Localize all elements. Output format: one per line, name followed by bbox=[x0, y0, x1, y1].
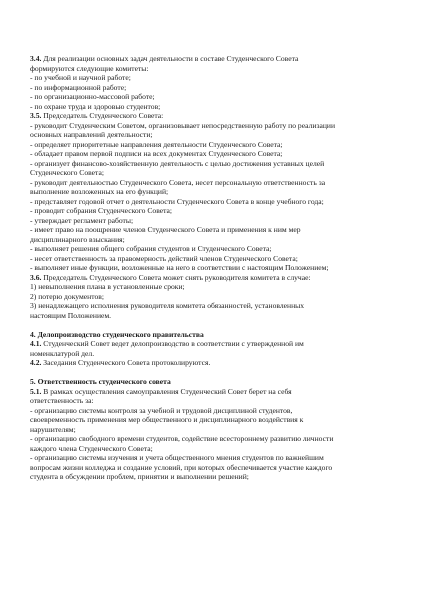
chair-duty-line: - утверждает регламент работы; bbox=[30, 215, 134, 225]
responsibility-line: нарушителям; bbox=[30, 424, 76, 434]
paragraph-number: 4.1. bbox=[30, 339, 42, 348]
section-spacer bbox=[30, 320, 398, 330]
committee-item: - по организационно-массовой работе; bbox=[30, 92, 155, 101]
responsibility-line: - организацию свободного времени студентов, содействие всестороннему развитию личности bbox=[30, 434, 334, 443]
responsibility-line: студента в обсуждении проблем, принятии и выполнении решений; bbox=[30, 472, 249, 481]
paragraph-text: Заседания Студенческого Совета протоколируются. bbox=[43, 358, 211, 367]
chair-duty-line: - имеет право на поощрение членов Студенческого Совета и применения к ним мер bbox=[30, 225, 301, 234]
responsibility-line: ответственность за: bbox=[30, 396, 94, 405]
chair-duty-line: - выполняет иные функции, возложенные на него в соответствии с настоящим Положением; bbox=[30, 263, 329, 272]
paragraph-text: Студенческий Совет ведет делопроизводство в соответствии с утвержденной им bbox=[43, 339, 304, 348]
paragraph-4-2 bbox=[30, 358, 398, 368]
dismissal-reason: настоящим Положением. bbox=[30, 310, 112, 320]
paragraph-number: 3.5. bbox=[30, 111, 42, 120]
paragraph-4-1-line-1 bbox=[30, 339, 398, 349]
paragraph-number: 4.2. bbox=[30, 358, 42, 367]
responsibility-line: вопросам жизни колледжа и создание условий, при которых обеспечивается участие каждого bbox=[30, 462, 333, 472]
chair-duty-line: - выполняет решения общего собрания студентов и Студенческого Совета; bbox=[30, 244, 272, 253]
paragraph-3-4-line-1 bbox=[30, 54, 398, 64]
chair-duty-line: - несет ответственность за правомерность действий членов Студенческого Совета; bbox=[30, 253, 298, 263]
chair-duty-line: - организует финансово-хозяйственную деятельность с целью достижения уставных целей bbox=[30, 158, 325, 168]
document-body bbox=[30, 54, 398, 482]
responsibility-line: - организацию системы изучения и учета общественного мнения студентов по важнейшим bbox=[30, 453, 324, 462]
paragraph-3-6-heading bbox=[30, 273, 398, 283]
chair-duty-line: - обладает правом первой подписи на всех документах Студенческого Совета; bbox=[30, 149, 283, 158]
paragraph-number: 3.4. bbox=[30, 54, 42, 63]
chair-duty-line: - руководит Студенческим Советом, организовывает непосредственную работу по реализации bbox=[30, 120, 336, 130]
paragraph-text: Председатель Студенческого Совета: bbox=[43, 111, 164, 120]
responsibility-line: своевременность применения мер общественного и дисциплинарного воздействия к bbox=[30, 415, 304, 424]
paragraph-text: Для реализации основных задач деятельности в составе Студенческого Совета bbox=[43, 54, 299, 63]
committee-item: - по информационной работе; bbox=[30, 82, 127, 92]
chair-duty-line: - руководит деятельностью Студенческого Совета, несет персональную ответственность за bbox=[30, 177, 326, 187]
paragraph-text: В рамках осуществления самоуправления Студенческий Совет берет на себя bbox=[43, 386, 292, 396]
responsibility-line: каждого члена Студенческого Совета; bbox=[30, 443, 153, 453]
section-spacer bbox=[30, 368, 398, 378]
chair-duty-line: основных направлений деятельности; bbox=[30, 130, 153, 139]
chair-duty-line: - представляет годовой отчет о деятельности Студенческого Совета в конце учебного года; bbox=[30, 196, 324, 206]
dismissal-reason: 3) ненадлежащего исполнения руководителя комитета обязанностей, установленных bbox=[30, 301, 305, 310]
committee-item: - по учебной и научной работе; bbox=[30, 73, 131, 82]
chair-duty-line: дисциплинарного взыскания; bbox=[30, 234, 125, 244]
paragraph-3-4-line-2: формируются следующие комитеты: bbox=[30, 63, 149, 73]
dismissal-reason: 2) потерю документов; bbox=[30, 291, 104, 301]
paragraph-4-1-line-2: номенклатурой дел. bbox=[30, 348, 95, 358]
paragraph-5-1-line-1 bbox=[30, 387, 398, 397]
paragraph-number: 5.1. bbox=[30, 386, 42, 396]
responsibility-line: - организацию системы контроля за учебной и трудовой дисциплиной студентов, bbox=[30, 405, 293, 415]
chair-duty-line: - определяет приоритетные направления деятельности Студенческого Совета; bbox=[30, 139, 283, 149]
chair-duty-line: Студенческого Совета; bbox=[30, 168, 104, 177]
dismissal-reason: 1) невыполнения плана в установленные сроки; bbox=[30, 282, 185, 291]
section-5-title: 5. Ответственность студенческого совета bbox=[30, 377, 171, 386]
chair-duty-line: - проводит собрания Студенческого Совета; bbox=[30, 206, 172, 215]
paragraph-text: Председатель Студенческого Совета может снять руководителя комитета в случае: bbox=[43, 272, 311, 282]
committee-item: - по охране труда и здоровью студентов; bbox=[30, 101, 161, 111]
chair-duty-line: выполнение возложенных на его функций; bbox=[30, 187, 169, 196]
section-4-title: 4. Делопроизводство студенческого правительства bbox=[30, 329, 204, 339]
paragraph-3-5-heading bbox=[30, 111, 398, 121]
paragraph-number: 3.6. bbox=[30, 272, 42, 282]
